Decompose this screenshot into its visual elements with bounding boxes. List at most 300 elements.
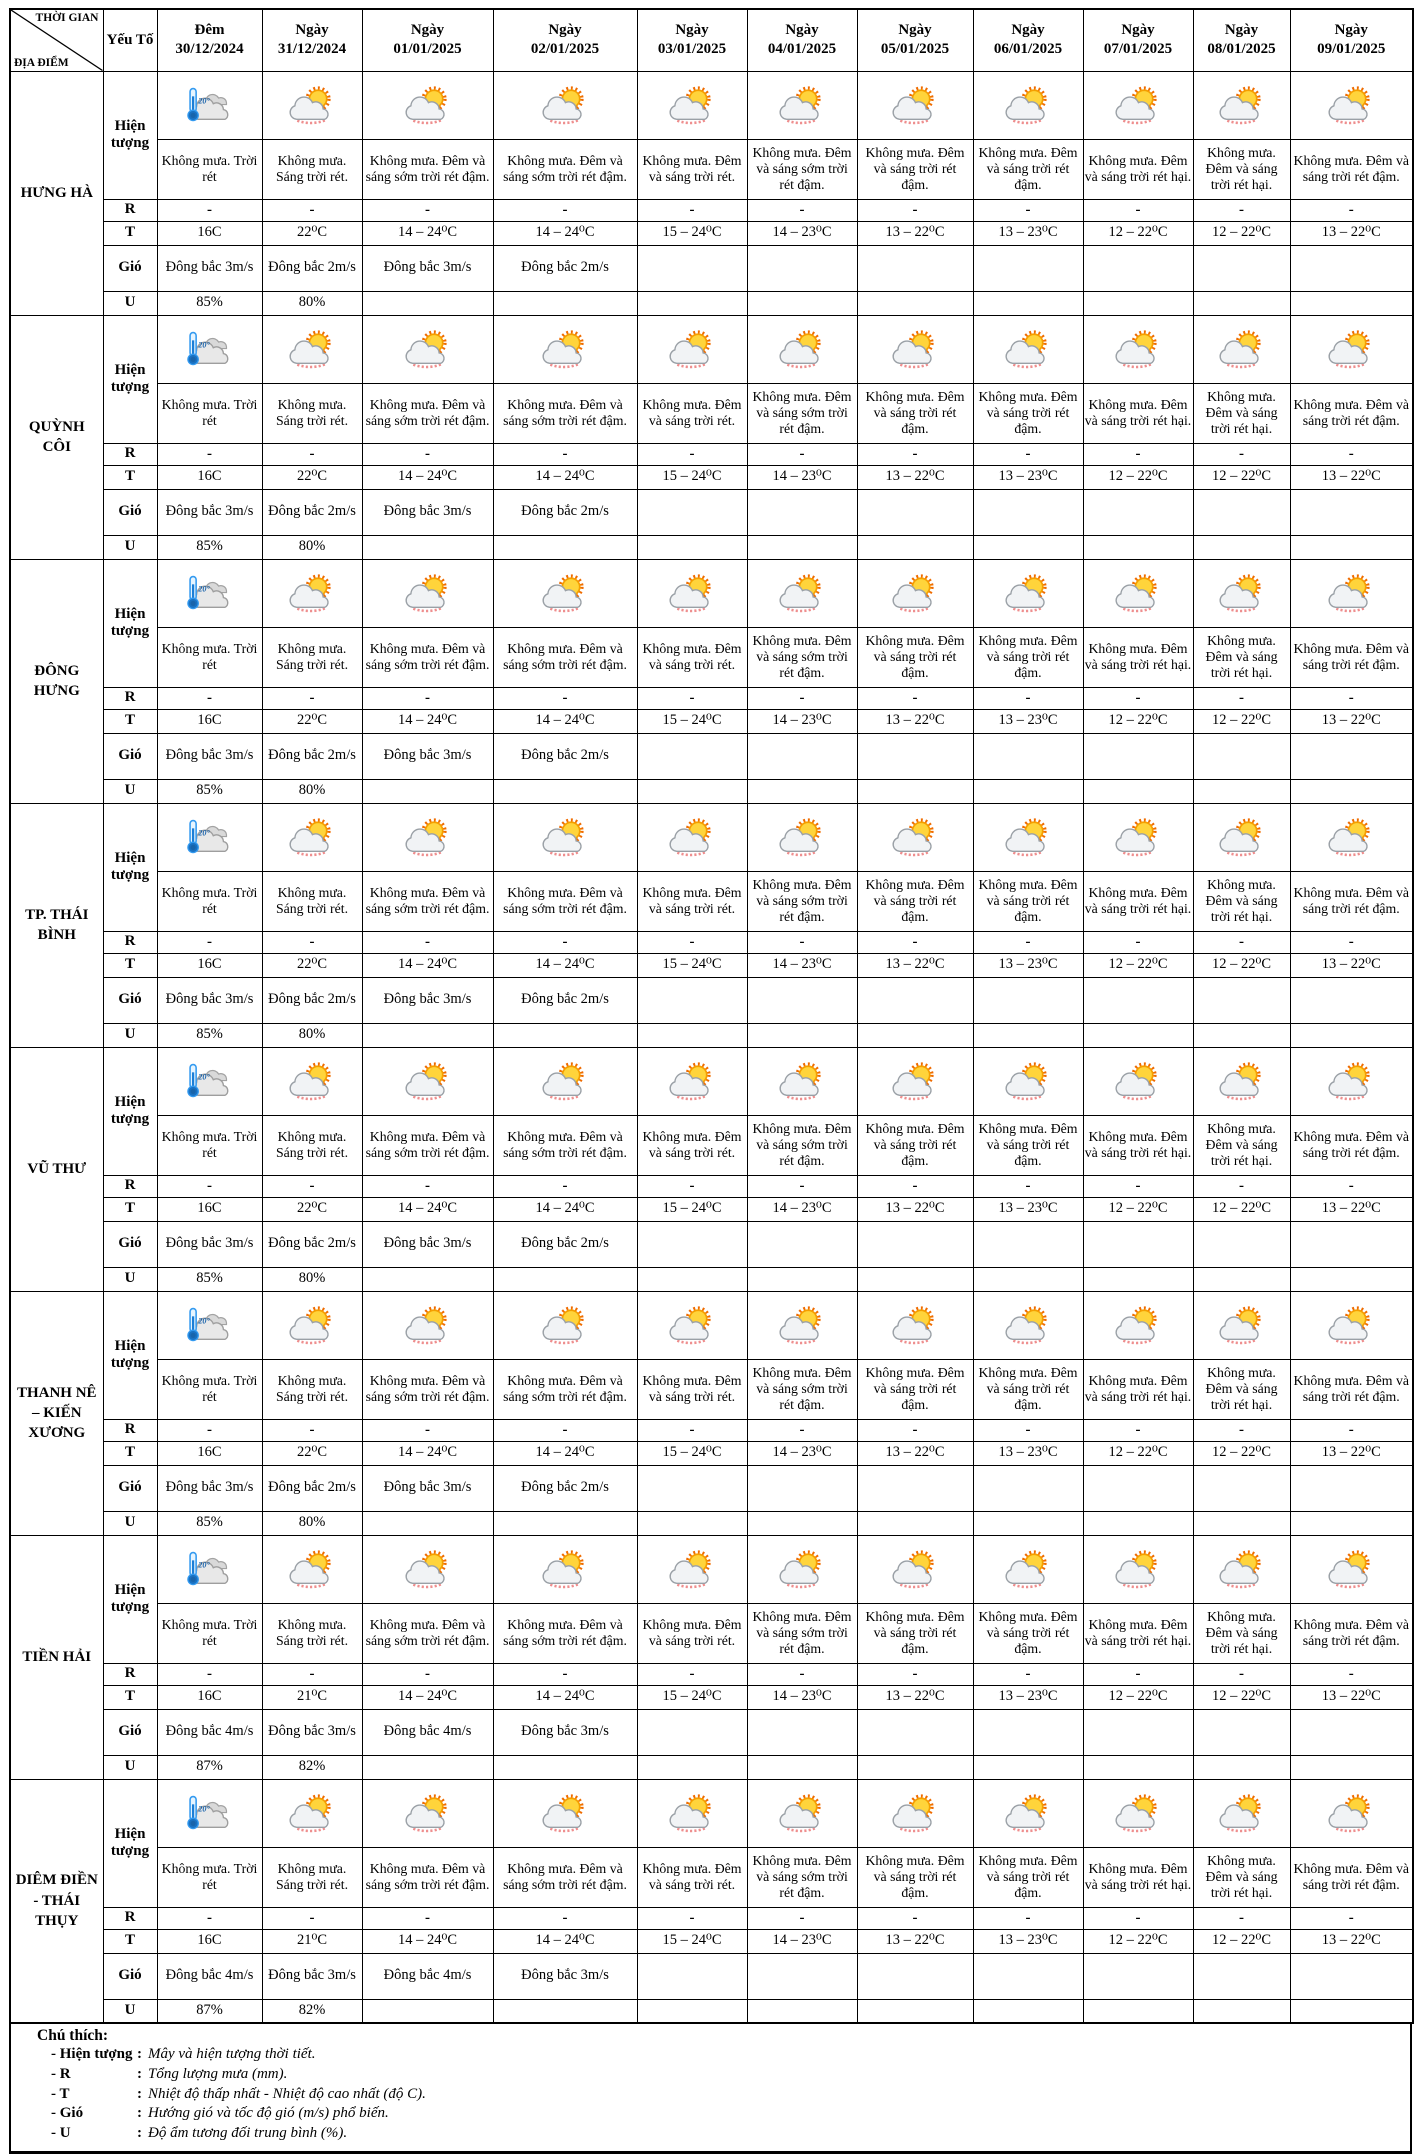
- wind-value-cell: Đông bắc 3m/s: [157, 733, 262, 779]
- phenomena-icon-row: [10, 71, 1413, 139]
- date-value: 02/01/2025: [530, 41, 600, 58]
- row-label-humidity: U: [103, 1267, 157, 1291]
- sun-behind-cloud-icon: [1112, 1061, 1164, 1101]
- phenomena-text-cell: Không mưa. Đêm và sáng trời rét đậm.: [1290, 383, 1413, 443]
- temp-value-cell: 14 – 23⁰C: [747, 1197, 857, 1221]
- wind-value-cell: [637, 733, 747, 779]
- temp-value-cell: 12 – 22⁰C: [1193, 465, 1290, 489]
- wind-value-cell: [973, 1221, 1083, 1267]
- row-label-humidity: U: [103, 1999, 157, 2023]
- wind-value-cell: [1290, 1709, 1413, 1755]
- wind-value-cell: [973, 1709, 1083, 1755]
- humidity-value-cell: [973, 779, 1083, 803]
- rain-value-cell: -: [857, 1663, 973, 1685]
- legend-item-colon: :: [137, 2085, 142, 2102]
- phenomena-icon-cell: [637, 559, 747, 627]
- humidity-value-cell: [973, 1755, 1083, 1779]
- phenomena-icon-cell: [157, 1047, 262, 1115]
- phenomena-text-cell: Không mưa. Đêm và sáng trời rét đậm.: [973, 139, 1083, 199]
- wind-value-cell: [973, 1953, 1083, 1999]
- phenomena-icon-cell: [493, 559, 637, 627]
- humidity-value-cell: 80%: [262, 535, 362, 559]
- phenomena-icon-cell: [1083, 559, 1193, 627]
- phenomena-icon-cell: [1290, 1535, 1413, 1603]
- phenomena-icon-cell: [1290, 1291, 1413, 1359]
- phenomena-text-cell: Không mưa. Đêm và sáng trời rét đậm.: [973, 1603, 1083, 1663]
- phenomena-icon-cell: [1193, 803, 1290, 871]
- phenomena-icon-cell: [857, 315, 973, 383]
- sun-behind-cloud-icon: [1112, 1305, 1164, 1345]
- wind-row: [10, 489, 1413, 535]
- wind-row: [10, 1465, 1413, 1511]
- rain-value-cell: -: [857, 1907, 973, 1929]
- forecast-table: [9, 8, 1414, 2024]
- rain-value-cell: -: [1083, 931, 1193, 953]
- wind-value-cell: [747, 733, 857, 779]
- wind-value-cell: [1083, 245, 1193, 291]
- sun-behind-cloud-icon: [1002, 1305, 1054, 1345]
- humidity-value-cell: [1083, 779, 1193, 803]
- wind-row: [10, 977, 1413, 1023]
- date-value: 30/12/2024: [175, 41, 244, 58]
- row-label-temp: T: [103, 1685, 157, 1709]
- wind-value-cell: Đông bắc 3m/s: [362, 733, 493, 779]
- phenomena-icon-cell: [493, 315, 637, 383]
- phenomena-icon-cell: [1083, 1047, 1193, 1115]
- row-label-wind: Gió: [103, 1953, 157, 1999]
- rain-value-cell: -: [1290, 1907, 1413, 1929]
- rain-value-cell: -: [493, 443, 637, 465]
- phenomena-icon-cell: [973, 1535, 1083, 1603]
- sun-behind-cloud-icon: [1216, 329, 1268, 369]
- temp-value-cell: 13 – 22⁰C: [1290, 1929, 1413, 1953]
- rain-row: [10, 1907, 1413, 1929]
- humidity-value-cell: 85%: [157, 535, 262, 559]
- wind-row: [10, 1221, 1413, 1267]
- temp-value-cell: 12 – 22⁰C: [1083, 1929, 1193, 1953]
- legend-item-colon: :: [137, 2125, 142, 2142]
- phenomena-text-row: [10, 1847, 1413, 1907]
- humidity-value-cell: [747, 535, 857, 559]
- sun-behind-cloud-icon: [776, 85, 828, 125]
- sun-behind-cloud-icon: [666, 1549, 718, 1589]
- sun-behind-cloud-icon: [539, 329, 591, 369]
- temp-value-cell: 13 – 22⁰C: [857, 1685, 973, 1709]
- rain-value-cell: -: [857, 199, 973, 221]
- rain-value-cell: -: [637, 199, 747, 221]
- humidity-value-cell: 82%: [262, 1999, 362, 2023]
- phenomena-icon-cell: [747, 559, 857, 627]
- temp-value-cell: 16C: [157, 1685, 262, 1709]
- temp-value-cell: 15 – 24⁰C: [637, 709, 747, 733]
- temp-value-cell: 14 – 24⁰C: [362, 1929, 493, 1953]
- legend-item: [11, 2065, 1410, 2085]
- sun-behind-cloud-icon: [402, 1793, 454, 1833]
- temp-value-cell: 13 – 22⁰C: [1290, 465, 1413, 489]
- row-label-wind: Gió: [103, 489, 157, 535]
- location-name-cell: THANH NÊ – KIẾN XƯƠNG: [10, 1291, 103, 1535]
- sun-behind-cloud-icon: [539, 573, 591, 613]
- temp-value-cell: 16C: [157, 1441, 262, 1465]
- phenomena-icon-cell: [262, 315, 362, 383]
- phenomena-icon-cell: [747, 1047, 857, 1115]
- temp-value-cell: 14 – 23⁰C: [747, 221, 857, 245]
- date-value: 03/01/2025: [657, 41, 727, 58]
- sun-behind-cloud-icon: [1112, 1549, 1164, 1589]
- phenomena-icon-cell: [157, 315, 262, 383]
- location-name-cell: TIỀN HẢI: [10, 1535, 103, 1779]
- sun-behind-cloud-icon: [286, 817, 338, 857]
- humidity-value-cell: [747, 1755, 857, 1779]
- row-label-rain: R: [103, 1663, 157, 1685]
- sun-behind-cloud-icon: [1325, 573, 1377, 613]
- legend-item-label: - R: [51, 2065, 71, 2082]
- phenomena-text-cell: Không mưa. Đêm và sáng sớm trời rét đậm.: [493, 139, 637, 199]
- sun-behind-cloud-icon: [1325, 817, 1377, 857]
- sun-behind-cloud-icon: [889, 817, 941, 857]
- wind-value-cell: [747, 1709, 857, 1755]
- temp-value-cell: 14 – 24⁰C: [493, 1929, 637, 1953]
- phenomena-text-cell: Không mưa. Đêm và sáng sớm trời rét đậm.: [493, 1603, 637, 1663]
- sun-behind-cloud-icon: [1325, 1061, 1377, 1101]
- temp-value-cell: 15 – 24⁰C: [637, 953, 747, 977]
- temp-value-cell: 13 – 22⁰C: [1290, 1197, 1413, 1221]
- temp-value-cell: 13 – 23⁰C: [973, 465, 1083, 489]
- rain-value-cell: -: [362, 687, 493, 709]
- rain-value-cell: -: [157, 1419, 262, 1441]
- phenomena-icon-cell: [493, 1779, 637, 1847]
- humidity-value-cell: 80%: [262, 291, 362, 315]
- temp-value-cell: 13 – 22⁰C: [857, 1929, 973, 1953]
- humidity-value-cell: [637, 291, 747, 315]
- row-label-humidity: U: [103, 1023, 157, 1047]
- date-prefix: Ngày: [785, 21, 819, 38]
- temp-value-cell: 13 – 23⁰C: [973, 709, 1083, 733]
- rain-value-cell: -: [1083, 443, 1193, 465]
- date-header-cell: [1193, 9, 1290, 71]
- phenomena-icon-cell: [493, 1535, 637, 1603]
- phenomena-icon-cell: [1083, 1779, 1193, 1847]
- humidity-value-cell: [747, 779, 857, 803]
- sun-behind-cloud-icon: [1325, 85, 1377, 125]
- rain-value-cell: -: [493, 199, 637, 221]
- wind-value-cell: [1083, 489, 1193, 535]
- humidity-row: [10, 1511, 1413, 1535]
- wind-value-cell: [857, 489, 973, 535]
- sun-behind-cloud-icon: [1002, 1549, 1054, 1589]
- legend-item: [11, 2045, 1410, 2065]
- phenomena-text-cell: Không mưa. Đêm và sáng trời rét.: [637, 1603, 747, 1663]
- temp-row: [10, 1685, 1413, 1709]
- sun-behind-cloud-icon: [1002, 573, 1054, 613]
- temp-value-cell: 13 – 22⁰C: [1290, 709, 1413, 733]
- rain-value-cell: -: [493, 1175, 637, 1197]
- humidity-value-cell: [1083, 1999, 1193, 2023]
- row-label-rain: R: [103, 931, 157, 953]
- wind-value-cell: [747, 489, 857, 535]
- temp-value-cell: 13 – 23⁰C: [973, 1929, 1083, 1953]
- sun-behind-cloud-icon: [889, 1061, 941, 1101]
- legend-item-label: - Gió: [51, 2105, 84, 2122]
- sun-behind-cloud-icon: [666, 817, 718, 857]
- sun-behind-cloud-icon: [1002, 1793, 1054, 1833]
- sun-behind-cloud-icon: [539, 1549, 591, 1589]
- rain-value-cell: -: [637, 687, 747, 709]
- phenomena-text-row: [10, 1359, 1413, 1419]
- phenomena-icon-cell: [973, 1779, 1083, 1847]
- legend-item: [11, 2085, 1410, 2105]
- phenomena-icon-cell: [1290, 803, 1413, 871]
- phenomena-icon-row: [10, 559, 1413, 627]
- phenomena-icon-cell: [157, 71, 262, 139]
- legend-item-desc: Mây và hiện tượng thời tiết.: [148, 2046, 316, 2062]
- phenomena-text-cell: Không mưa. Đêm và sáng trời rét hại.: [1083, 627, 1193, 687]
- humidity-value-cell: [493, 291, 637, 315]
- temp-value-cell: 13 – 23⁰C: [973, 1441, 1083, 1465]
- wind-value-cell: [857, 1709, 973, 1755]
- wind-value-cell: Đông bắc 2m/s: [262, 1465, 362, 1511]
- phenomena-text-row: [10, 139, 1413, 199]
- row-label-wind: Gió: [103, 977, 157, 1023]
- wind-value-cell: Đông bắc 3m/s: [362, 1465, 493, 1511]
- date-header-cell: [973, 9, 1083, 71]
- rain-value-cell: -: [262, 1663, 362, 1685]
- phenomena-text-cell: Không mưa. Trời rét: [157, 627, 262, 687]
- phenomena-text-cell: Không mưa. Đêm và sáng trời rét.: [637, 1115, 747, 1175]
- sun-behind-cloud-icon: [1112, 573, 1164, 613]
- rain-value-cell: -: [1193, 443, 1290, 465]
- phenomena-icon-cell: [1290, 315, 1413, 383]
- date-prefix: Ngày: [410, 21, 445, 38]
- phenomena-icon-cell: [1083, 71, 1193, 139]
- row-label-wind: Gió: [103, 1709, 157, 1755]
- sun-behind-cloud-icon: [1216, 1793, 1268, 1833]
- legend-item-colon: :: [137, 2046, 142, 2062]
- rain-value-cell: -: [1193, 1419, 1290, 1441]
- legend-title: Chú thích:: [37, 2027, 109, 2044]
- cold-temperature-badge: 20°: [197, 1804, 210, 1814]
- wind-value-cell: Đông bắc 4m/s: [362, 1709, 493, 1755]
- temp-value-cell: 22⁰C: [262, 221, 362, 245]
- humidity-value-cell: [1083, 1755, 1193, 1779]
- sun-behind-cloud-icon: [402, 329, 454, 369]
- phenomena-icon-cell: [637, 315, 747, 383]
- phenomena-icon-cell: [493, 1291, 637, 1359]
- phenomena-icon-cell: [637, 1535, 747, 1603]
- row-label-rain: R: [103, 1419, 157, 1441]
- wind-value-cell: Đông bắc 3m/s: [362, 977, 493, 1023]
- temp-value-cell: 12 – 22⁰C: [1083, 465, 1193, 489]
- row-label-phenomena: Hiện tượng: [103, 1535, 157, 1663]
- phenomena-icon-cell: [262, 559, 362, 627]
- phenomena-text-cell: Không mưa. Đêm và sáng trời rét đậm.: [1290, 1603, 1413, 1663]
- sun-behind-cloud-icon: [1216, 1305, 1268, 1345]
- humidity-value-cell: [493, 1999, 637, 2023]
- humidity-value-cell: [1290, 1267, 1413, 1291]
- phenomena-icon-cell: [747, 803, 857, 871]
- rain-value-cell: -: [1290, 1419, 1413, 1441]
- temp-row: [10, 221, 1413, 245]
- humidity-row: [10, 291, 1413, 315]
- temp-value-cell: 14 – 24⁰C: [493, 709, 637, 733]
- humidity-value-cell: [493, 535, 637, 559]
- phenomena-icon-cell: [973, 1047, 1083, 1115]
- phenomena-text-cell: Không mưa. Đêm và sáng sớm trời rét đậm.: [747, 1359, 857, 1419]
- sun-behind-cloud-icon: [286, 85, 338, 125]
- rain-value-cell: -: [857, 687, 973, 709]
- humidity-value-cell: [637, 779, 747, 803]
- factor-header-cell: Yếu Tố: [103, 9, 157, 71]
- phenomena-text-cell: Không mưa. Đêm và sáng sớm trời rét đậm.: [747, 627, 857, 687]
- temp-value-cell: 14 – 24⁰C: [362, 953, 493, 977]
- phenomena-icon-cell: [637, 803, 747, 871]
- phenomena-icon-cell: [362, 315, 493, 383]
- phenomena-text-cell: Không mưa. Trời rét: [157, 1603, 262, 1663]
- rain-value-cell: -: [157, 199, 262, 221]
- phenomena-text-cell: Không mưa. Đêm và sáng trời rét hại.: [1083, 1603, 1193, 1663]
- sun-behind-cloud-icon: [776, 573, 828, 613]
- wind-value-cell: Đông bắc 2m/s: [262, 1221, 362, 1267]
- sun-behind-cloud-icon: [286, 329, 338, 369]
- phenomena-text-cell: Không mưa. Đêm và sáng sớm trời rét đậm.: [747, 871, 857, 931]
- sun-behind-cloud-icon: [776, 817, 828, 857]
- phenomena-icon-cell: [747, 1779, 857, 1847]
- date-header-cell: [857, 9, 973, 71]
- row-label-humidity: U: [103, 1755, 157, 1779]
- temp-value-cell: 13 – 22⁰C: [1290, 1685, 1413, 1709]
- phenomena-icon-cell: [1290, 1779, 1413, 1847]
- wind-value-cell: Đông bắc 3m/s: [157, 1221, 262, 1267]
- sun-behind-cloud-icon: [666, 85, 718, 125]
- rain-value-cell: -: [362, 443, 493, 465]
- temp-value-cell: 12 – 22⁰C: [1083, 953, 1193, 977]
- phenomena-icon-cell: [362, 1047, 493, 1115]
- wind-value-cell: Đông bắc 4m/s: [362, 1953, 493, 1999]
- phenomena-text-cell: Không mưa. Trời rét: [157, 139, 262, 199]
- wind-value-cell: [1193, 1221, 1290, 1267]
- sun-behind-cloud-icon: [1216, 817, 1268, 857]
- phenomena-icon-cell: [857, 1535, 973, 1603]
- phenomena-text-cell: Không mưa. Đêm và sáng sớm trời rét đậm.: [493, 871, 637, 931]
- temp-value-cell: 13 – 23⁰C: [973, 953, 1083, 977]
- phenomena-text-cell: Không mưa. Đêm và sáng trời rét đậm.: [973, 1359, 1083, 1419]
- temp-value-cell: 12 – 22⁰C: [1193, 709, 1290, 733]
- date-prefix: Ngày: [1011, 21, 1045, 38]
- row-label-temp: T: [103, 221, 157, 245]
- rain-value-cell: -: [493, 1907, 637, 1929]
- row-label-wind: Gió: [103, 1465, 157, 1511]
- humidity-value-cell: [973, 1999, 1083, 2023]
- phenomena-text-cell: Không mưa. Đêm và sáng sớm trời rét đậm.: [747, 1847, 857, 1907]
- temp-value-cell: 16C: [157, 465, 262, 489]
- humidity-value-cell: [1193, 779, 1290, 803]
- temp-value-cell: 12 – 22⁰C: [1193, 953, 1290, 977]
- rain-row: [10, 931, 1413, 953]
- temp-value-cell: 14 – 23⁰C: [747, 709, 857, 733]
- humidity-value-cell: [1083, 291, 1193, 315]
- sun-behind-cloud-icon: [666, 1061, 718, 1101]
- rain-value-cell: -: [493, 931, 637, 953]
- date-value: 31/12/2024: [277, 41, 347, 58]
- phenomena-icon-cell: [1083, 1535, 1193, 1603]
- humidity-value-cell: [362, 1755, 493, 1779]
- rain-value-cell: -: [637, 1175, 747, 1197]
- phenomena-text-cell: Không mưa. Đêm và sáng trời rét đậm.: [857, 1115, 973, 1175]
- wind-value-cell: Đông bắc 3m/s: [157, 977, 262, 1023]
- humidity-value-cell: [362, 1511, 493, 1535]
- date-prefix: Ngày: [548, 21, 582, 38]
- wind-row: [10, 245, 1413, 291]
- humidity-value-cell: [857, 1511, 973, 1535]
- phenomena-text-cell: Không mưa. Đêm và sáng trời rét hại.: [1193, 1359, 1290, 1419]
- rain-value-cell: -: [1083, 1663, 1193, 1685]
- wind-value-cell: [1193, 1953, 1290, 1999]
- temp-value-cell: 22⁰C: [262, 1197, 362, 1221]
- rain-value-cell: -: [362, 1907, 493, 1929]
- phenomena-icon-cell: [362, 1291, 493, 1359]
- humidity-value-cell: [857, 535, 973, 559]
- sun-behind-cloud-icon: [1325, 1793, 1377, 1833]
- phenomena-icon-row: [10, 1535, 1413, 1603]
- temp-value-cell: 13 – 22⁰C: [857, 1197, 973, 1221]
- date-prefix: Ngày: [1334, 21, 1368, 38]
- sun-behind-cloud-icon: [889, 1305, 941, 1345]
- phenomena-icon-cell: [1193, 1047, 1290, 1115]
- temp-value-cell: 14 – 23⁰C: [747, 1441, 857, 1465]
- humidity-value-cell: [637, 1511, 747, 1535]
- humidity-value-cell: [637, 1267, 747, 1291]
- thermometer-cloud-icon: [184, 1305, 236, 1345]
- phenomena-text-cell: Không mưa. Sáng trời rét.: [262, 1847, 362, 1907]
- temp-value-cell: 21⁰C: [262, 1685, 362, 1709]
- phenomena-icon-cell: [362, 803, 493, 871]
- phenomena-text-cell: Không mưa. Đêm và sáng trời rét đậm.: [857, 1603, 973, 1663]
- temp-value-cell: 16C: [157, 1197, 262, 1221]
- phenomena-text-cell: Không mưa. Đêm và sáng sớm trời rét đậm.: [747, 139, 857, 199]
- phenomena-icon-cell: [857, 559, 973, 627]
- wind-value-cell: [1290, 489, 1413, 535]
- legend-item-label: - Hiện tượng: [51, 2046, 133, 2062]
- wind-value-cell: Đông bắc 2m/s: [493, 1221, 637, 1267]
- rain-row: [10, 443, 1413, 465]
- phenomena-text-cell: Không mưa. Đêm và sáng trời rét đậm.: [1290, 1359, 1413, 1419]
- phenomena-text-cell: Không mưa. Đêm và sáng trời rét đậm.: [973, 1115, 1083, 1175]
- phenomena-icon-cell: [1193, 1535, 1290, 1603]
- wind-value-cell: Đông bắc 2m/s: [262, 977, 362, 1023]
- temp-value-cell: 15 – 24⁰C: [637, 1685, 747, 1709]
- phenomena-text-cell: Không mưa. Đêm và sáng trời rét hại.: [1083, 1359, 1193, 1419]
- date-header-cell: [1290, 9, 1413, 71]
- wind-value-cell: [1083, 1221, 1193, 1267]
- wind-value-cell: Đông bắc 3m/s: [362, 1221, 493, 1267]
- humidity-value-cell: 80%: [262, 1267, 362, 1291]
- phenomena-text-cell: Không mưa. Đêm và sáng trời rét.: [637, 139, 747, 199]
- humidity-value-cell: [637, 1999, 747, 2023]
- humidity-value-cell: [747, 291, 857, 315]
- temp-row: [10, 465, 1413, 489]
- sun-behind-cloud-icon: [1112, 329, 1164, 369]
- sun-behind-cloud-icon: [539, 817, 591, 857]
- sun-behind-cloud-icon: [776, 329, 828, 369]
- date-prefix: Ngày: [1121, 21, 1155, 38]
- phenomena-icon-cell: [1193, 559, 1290, 627]
- sun-behind-cloud-icon: [1112, 817, 1164, 857]
- phenomena-icon-cell: [637, 1291, 747, 1359]
- phenomena-text-row: [10, 1603, 1413, 1663]
- legend-item-desc: Nhiệt độ thấp nhất - Nhiệt độ cao nhất (độ C).: [148, 2085, 426, 2102]
- rain-value-cell: -: [157, 931, 262, 953]
- row-label-temp: T: [103, 465, 157, 489]
